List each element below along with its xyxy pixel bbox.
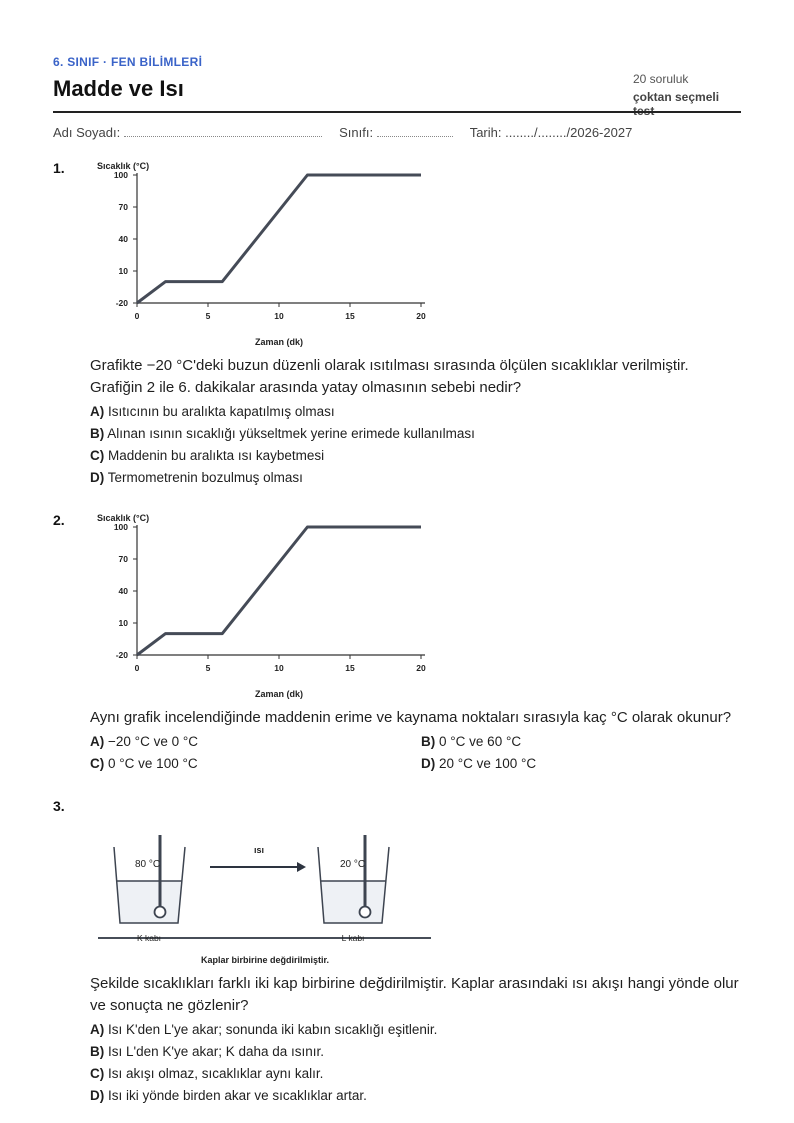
option-text: Alınan ısının sıcaklığı yükseltmek yerine erimede kullanılması [107,426,475,441]
date-label: Tarih: [469,125,502,140]
name-label: Adı Soyadı: [53,125,121,140]
option-letter: D) [90,1088,105,1103]
option-letter: A) [90,734,105,749]
question-1-stem: Grafikte −20 °C'deki buzun düzenli olarak ısıtılması sırasında ölçülen sıcaklıklar verilmiştir. Grafiğin 2 ile 6. dakikalar arasında yatay olmasının sebebi nedir? [90,357,689,396]
y-tick-label: -20 [115,650,128,660]
x-tick-label: 15 [345,663,355,673]
question-2-option-c[interactable] [90,756,198,771]
x-tick-label: 20 [416,311,426,321]
x-tick-label: 0 [134,663,140,673]
option-letter: C) [90,1066,105,1081]
y-tick-label: -20 [115,298,128,308]
beaker-l-water [321,881,386,923]
question-1-option-a[interactable] [90,404,335,419]
y-axis-label: Sıcaklık (°C) [97,161,150,171]
x-axis-label: Zaman (dk) [254,337,304,347]
x-axis-label: Zaman (dk) [254,689,304,699]
temperature-series-line [137,527,421,655]
option-text: 0 °C ve 60 °C [439,734,522,749]
y-tick-label: 100 [113,522,128,532]
question-3-option-c[interactable] [90,1066,323,1081]
question-3-number: 3. [53,798,65,814]
option-text: 20 °C ve 100 °C [439,756,537,771]
x-tick-label: 15 [345,311,355,321]
question-1-option-b[interactable] [90,426,475,441]
class-label: Sınıfı: [339,125,374,140]
right-temp-label: 20 °C [340,859,366,870]
question-1-option-d[interactable] [90,470,303,485]
heat-arrow-label: ısı [253,845,265,855]
question-3-option-b[interactable] [90,1044,324,1059]
thermometer-k-bulb [155,907,166,918]
option-letter: D) [90,470,105,485]
option-letter: C) [90,756,105,771]
thermometer-l-bulb [360,907,371,918]
question-2-stem: Aynı grafik incelendiğinde maddenin erime ve kaynama noktaları sırasıyla kaç °C olarak okunur? [90,709,732,726]
option-text: Isı iki yönde birden akar ve sıcaklıklar artar. [108,1088,367,1103]
option-letter: A) [90,1022,105,1037]
option-letter: B) [421,734,436,749]
y-tick-label: 100 [113,170,128,180]
date-value: ......../......../2026-2027 [505,125,633,140]
diagram-caption: Kaplar birbirine değdirilmiştir. [200,955,330,965]
y-tick-label: 40 [118,234,128,244]
option-text: Isıtıcının bu aralıkta kapatılmış olması [108,404,335,419]
beaker-k-water [117,881,182,923]
question-2-number: 2. [53,512,65,528]
option-text: Isı K'den L'ye akar; sonunda iki kabın sıcaklığı eşitlenir. [108,1022,438,1037]
x-tick-label: 10 [274,663,284,673]
temperature-series-line [137,175,421,303]
question-2-option-b[interactable] [421,734,521,749]
x-tick-label: 5 [205,663,211,673]
heat-transfer-diagram [90,825,440,970]
x-tick-label: 10 [274,311,284,321]
heat-arrow-head [297,862,306,872]
name-blank[interactable] [124,124,322,137]
x-tick-label: 20 [416,663,426,673]
y-tick-label: 40 [118,586,128,596]
question-2-option-a[interactable] [90,734,198,749]
temperature-time-chart-2 [90,507,450,707]
option-text: Isı L'den K'ye akar; K daha da ısınır. [108,1044,325,1059]
question-3-option-a[interactable] [90,1022,437,1037]
beaker-l [318,835,389,923]
x-tick-label: 5 [205,311,211,321]
question-3-option-d[interactable] [90,1088,367,1103]
y-tick-label: 70 [118,554,128,564]
option-text: Isı akışı olmaz, sıcaklıklar aynı kalır. [108,1066,324,1081]
question-count: 20 soruluk [633,72,689,86]
class-blank[interactable] [377,124,453,137]
test-type: çoktan seçmeli [633,90,720,104]
temperature-time-chart-1 [90,155,450,355]
option-letter: B) [90,1044,105,1059]
y-axis-label: Sıcaklık (°C) [97,513,150,523]
header-divider [53,111,741,113]
option-text: 0 °C ve 100 °C [108,756,198,771]
option-text: Maddenin bu aralıkta ısı kaybetmesi [108,448,325,463]
option-letter: B) [90,426,105,441]
question-3-stem: Şekilde sıcaklıkları farklı iki kap birbirine değdirilmiştir. Kaplar arasındaki ısı akışı hangi yönde olur ve sonuçta ne gözlenir? [90,975,739,1014]
option-text: Termometrenin bozulmuş olması [107,470,303,485]
question-1-number: 1. [53,160,65,176]
left-beaker-label: K kabı [136,933,162,943]
beaker-k [114,835,185,923]
x-tick-label: 0 [134,311,140,321]
y-tick-label: 10 [118,266,128,276]
question-2-option-d[interactable] [421,756,536,771]
student-info-fields [53,124,632,140]
right-beaker-label: L kabı [341,933,365,943]
option-letter: D) [421,756,436,771]
y-tick-label: 10 [118,618,128,628]
grade-subject-label: 6. SINIF · FEN BİLİMLERİ [53,55,203,69]
left-temp-label: 80 °C [135,859,161,870]
option-letter: A) [90,404,105,419]
y-tick-label: 70 [118,202,128,212]
page-title: Madde ve Isı [53,76,184,101]
option-text: −20 °C ve 0 °C [108,734,198,749]
question-1-option-c[interactable] [90,448,324,463]
option-letter: C) [90,448,105,463]
